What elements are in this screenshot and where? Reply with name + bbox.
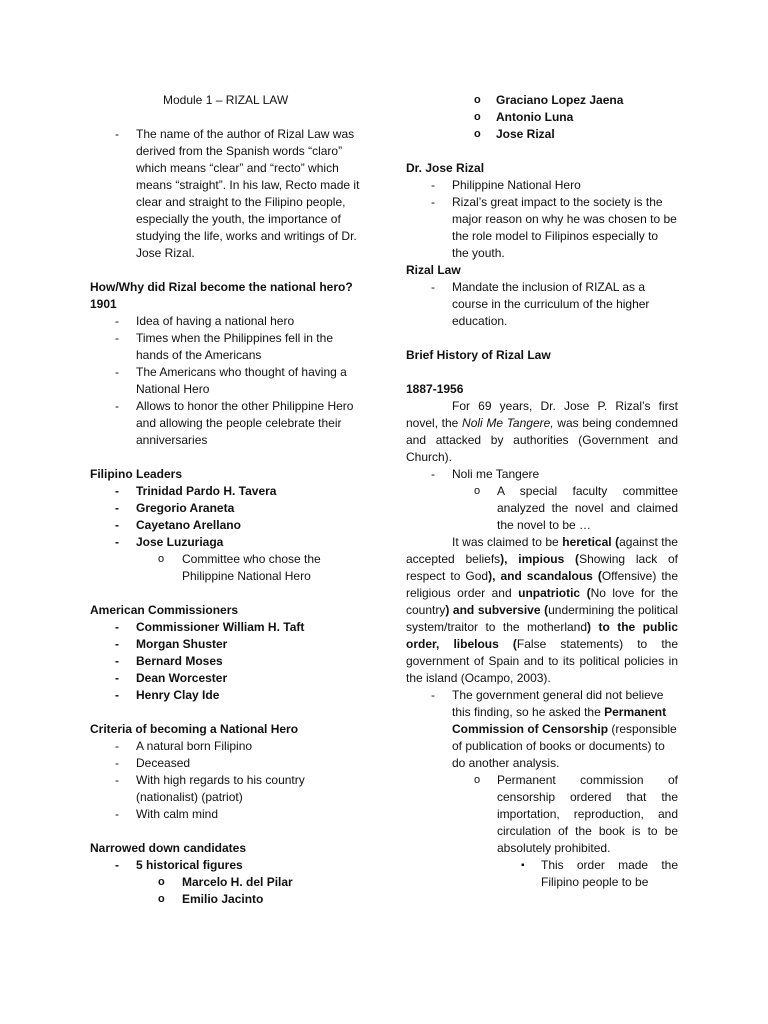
list-item-text: Bernard Moses <box>136 654 223 668</box>
dash-bullet: - <box>115 501 119 515</box>
circle-bullet: o <box>474 111 481 123</box>
list-item-text: Allows to honor the other Philippine Hero and allowing the people celebrate their anniversaries <box>136 399 354 447</box>
dash-bullet: - <box>115 399 119 413</box>
circle-bullet: o <box>474 774 481 786</box>
paragraph-text: was being condemned and attacked by authorities (Government and Church). <box>406 416 679 464</box>
sub-list-item <box>90 874 360 891</box>
dash-bullet: - <box>431 178 435 192</box>
dash-bullet: - <box>115 858 119 872</box>
dash-bullet: - <box>115 654 119 668</box>
dash-bullet: - <box>115 365 119 379</box>
intro-text: The name of the author of Rizal Law was derived from the Spanish words “claro” which means “clear” and “recto” which means “straight”. In his law, Recto made it clear and straight to the Filipino people, especially the youth, the importance of studying the life, works and writings of Dr. Jose Rizal. <box>136 127 360 260</box>
list-item <box>90 534 360 551</box>
list-item <box>90 636 360 653</box>
dash-bullet: - <box>115 756 119 770</box>
sub-list-item-text: Jose Rizal <box>496 127 555 141</box>
term: unpatriotic ( <box>518 586 591 600</box>
list-item-text: Dean Worcester <box>136 671 228 685</box>
dash-bullet: - <box>115 331 119 345</box>
list-item <box>90 330 360 364</box>
dash-bullet: - <box>115 127 119 141</box>
square-bullet: ▪ <box>521 860 525 871</box>
leaders-heading: Filipino Leaders <box>90 467 183 481</box>
period-heading: 1887-1956 <box>406 382 464 396</box>
circle-bullet: o <box>158 876 165 888</box>
dash-bullet: - <box>431 467 435 481</box>
dash-bullet: - <box>431 280 435 294</box>
list-item <box>90 738 360 755</box>
list-item <box>90 364 360 398</box>
term: ), and scandalous ( <box>488 569 602 583</box>
list-item-text: A natural born Filipino <box>136 739 253 753</box>
dash-bullet: - <box>115 518 119 532</box>
list-item <box>90 619 360 636</box>
list-item-text: Philippine National Hero <box>452 178 581 192</box>
dash-bullet: - <box>115 484 119 498</box>
list-item <box>90 517 360 534</box>
left-column <box>90 92 360 908</box>
sub-list-item <box>90 891 360 908</box>
list-item-text: Morgan Shuster <box>136 637 228 651</box>
list-item-text: Commissioner William H. Taft <box>136 620 305 634</box>
circle-bullet: o <box>474 485 481 497</box>
history-heading: Brief History of Rizal Law <box>406 348 551 362</box>
list-item-text: With calm mind <box>136 807 219 821</box>
list-item-text: The government general did not believe this finding, so he asked the <box>452 688 664 719</box>
question-year: 1901 <box>90 297 117 311</box>
candidates-heading: Narrowed down candidates <box>90 841 247 855</box>
dash-bullet: - <box>115 671 119 685</box>
term: libelous ( <box>453 637 517 651</box>
list-item <box>90 398 360 449</box>
sub-list-item-text: Graciano Lopez Jaena <box>496 93 624 107</box>
term: ) and subversive ( <box>445 603 549 617</box>
paragraph <box>406 534 678 687</box>
sub-list-item-text: Antonio Luna <box>496 110 574 124</box>
list-item-text: 5 historical figures <box>136 858 243 872</box>
list-item-text: With high regards to his country (nationalist) (patriot) <box>136 773 305 804</box>
list-item-text: Gregorio Araneta <box>136 501 235 515</box>
paragraph-text: For 69 years, Dr. Jose P. Rizal’s first novel, the <box>406 399 678 430</box>
sub-list-item-text: Marcelo H. del Pilar <box>182 875 293 889</box>
novel-title: Noli Me Tangere, <box>462 416 554 430</box>
term: ), impious ( <box>500 552 580 566</box>
list-item-text: Deceased <box>136 756 191 770</box>
law-heading: Rizal Law <box>406 263 461 277</box>
definition: undermining the political system/traitor to the motherland <box>406 603 678 634</box>
definition: False statements <box>516 637 620 651</box>
list-item-text: (responsible of publication of books or documents) to do another analysis. <box>452 722 677 770</box>
dash-bullet: - <box>115 807 119 821</box>
list-item-text: Idea of having a national hero <box>136 314 295 328</box>
dash-bullet: - <box>431 688 435 702</box>
sub-list-item-text: A special faculty committee analyzed the novel and claimed the novel to be … <box>497 484 678 532</box>
sub-list-item-text: Permanent commission of censorship ordered that the importation, reproduction, and circulation of the book is to be absolutely prohibited. <box>497 773 678 855</box>
paragraph <box>406 398 678 466</box>
dash-bullet: - <box>115 314 119 328</box>
paragraph-text: It was claimed to be <box>452 535 563 549</box>
paragraph-text: ) to the government of Spain and to its political policies in the island (Ocampo, 2003). <box>406 637 678 685</box>
definition: Offensive) the religious order and <box>406 569 679 600</box>
sub-sub-list-item-text: This order made the Filipino people to be <box>541 858 678 889</box>
list-item <box>406 687 678 772</box>
list-item-text: Rizal’s great impact to the society is the major reason on why he was chosen to be the role model to Filipinos especially to the youth. <box>452 195 677 260</box>
list-item <box>406 279 678 330</box>
sub-list-item <box>406 483 678 534</box>
page-title: Module 1 – RIZAL LAW <box>163 93 289 107</box>
sub-list-item-text: Committee who chose the Philippine National Hero <box>182 552 321 583</box>
dash-bullet: - <box>115 637 119 651</box>
list-item <box>90 857 360 874</box>
dash-bullet: - <box>115 688 119 702</box>
list-item-text: Times when the Philippines fell in the hands of the Americans <box>136 331 333 362</box>
commission-name: Permanent Commission of Censorship <box>452 705 667 736</box>
definition: against the accepted beliefs <box>406 535 678 566</box>
criteria-heading: Criteria of becoming a National Hero <box>90 722 299 736</box>
list-item-text: Noli me Tangere <box>452 467 540 481</box>
list-item-text: Trinidad Pardo H. Tavera <box>136 484 277 498</box>
dash-bullet: - <box>115 773 119 787</box>
list-item <box>90 483 360 500</box>
sub-list-item-text: Emilio Jacinto <box>182 892 264 906</box>
list-item-text: Mandate the inclusion of RIZAL as a course in the curriculum of the higher education. <box>452 280 650 328</box>
list-item-text: Cayetano Arellano <box>136 518 241 532</box>
list-item <box>90 772 360 806</box>
circle-bullet: o <box>474 128 481 140</box>
sub-list-item <box>406 92 678 109</box>
question-heading: How/Why did Rizal become the national hero? <box>90 280 353 294</box>
right-column <box>406 92 678 891</box>
sub-list-item <box>406 109 678 126</box>
list-item-text: Henry Clay Ide <box>136 688 220 702</box>
circle-bullet: o <box>474 94 481 106</box>
definition: Showing lack of respect to God <box>406 552 678 583</box>
definition: No love for the country <box>406 586 679 617</box>
commissioners-heading: American Commissioners <box>90 603 239 617</box>
list-item <box>90 653 360 670</box>
list-item-text: The Americans who thought of having a National Hero <box>136 365 347 396</box>
sub-list-item <box>90 551 360 585</box>
circle-bullet: o <box>158 893 165 905</box>
dash-bullet: - <box>431 195 435 209</box>
term: heretical ( <box>562 535 620 549</box>
list-item <box>90 500 360 517</box>
list-item <box>90 687 360 704</box>
list-item <box>90 670 360 687</box>
sub-list-item <box>406 126 678 143</box>
dash-bullet: - <box>115 535 119 549</box>
list-item <box>90 806 360 823</box>
list-item <box>406 466 678 483</box>
circle-bullet: o <box>158 553 165 565</box>
dash-bullet: - <box>115 739 119 753</box>
intro-item <box>90 126 360 262</box>
sub-sub-list-item <box>406 857 678 891</box>
list-item <box>406 177 678 194</box>
list-item-text: Jose Luzuriaga <box>136 535 224 549</box>
sub-list-item <box>406 772 678 857</box>
list-item <box>90 313 360 330</box>
term: ) to the public order, <box>406 620 679 651</box>
list-item <box>90 755 360 772</box>
dash-bullet: - <box>115 620 119 634</box>
rizal-heading: Dr. Jose Rizal <box>406 161 485 175</box>
list-item <box>406 194 678 262</box>
